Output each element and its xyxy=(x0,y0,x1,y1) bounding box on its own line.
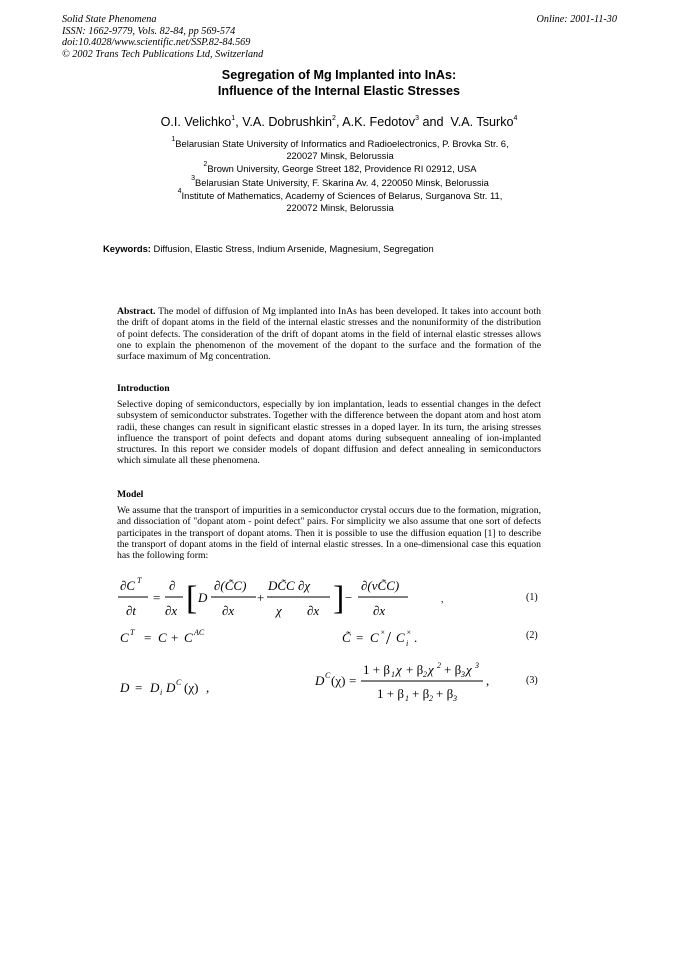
author-name: O.I. Velichko xyxy=(160,115,232,129)
journal-header xyxy=(62,14,616,60)
svg-text:+ β: + β xyxy=(406,662,424,677)
svg-text:=: = xyxy=(144,630,152,645)
affiliation-2 xyxy=(120,163,560,175)
svg-text:D: D xyxy=(198,590,208,605)
svg-text:2: 2 xyxy=(429,694,433,703)
svg-text:C: C xyxy=(176,678,182,687)
author-separator: , xyxy=(335,115,343,129)
svg-text:1: 1 xyxy=(405,694,409,703)
svg-text:−: − xyxy=(345,590,353,605)
keywords xyxy=(103,243,434,254)
svg-text:∂C: ∂C xyxy=(120,578,136,593)
svg-text:T: T xyxy=(130,628,135,637)
svg-text:,: , xyxy=(486,673,490,688)
svg-text:+: + xyxy=(257,590,265,605)
svg-text:=: = xyxy=(153,590,161,605)
svg-text:C: C xyxy=(370,630,379,645)
svg-text:+ β: + β xyxy=(412,686,430,701)
equation-number: (3) xyxy=(526,675,538,686)
affiliation-1 xyxy=(120,138,560,161)
issn-line: ISSN: 1662-9779, Vols. 82-84, pp 569-574 xyxy=(62,25,236,37)
affiliation-line: 220027 Minsk, Belorussia xyxy=(286,149,394,161)
author-sup: 4 xyxy=(513,115,518,122)
svg-text:D: D xyxy=(166,680,176,695)
svg-text:+: + xyxy=(171,630,179,645)
author-name: A.K. Fedotov xyxy=(342,115,416,129)
svg-text:1 + β: 1 + β xyxy=(377,686,404,701)
svg-text:C: C xyxy=(184,630,193,645)
svg-text:T: T xyxy=(137,576,142,585)
equation-2-left xyxy=(118,626,258,648)
svg-text:C: C xyxy=(396,630,405,645)
svg-text:i: i xyxy=(406,639,409,648)
author-sup: 1 xyxy=(231,115,236,122)
svg-text:×: × xyxy=(406,628,412,637)
svg-text:∂(C̃C): ∂(C̃C) xyxy=(214,578,247,593)
svg-text:(χ): (χ) xyxy=(184,680,199,695)
svg-text:+ β: + β xyxy=(444,662,462,677)
svg-text:D: D xyxy=(120,680,130,695)
affiliation-sup: 3 xyxy=(191,174,195,182)
affiliation-line: Institute of Mathematics, Academy of Sciences of Belarus, Surganova Str. 11, xyxy=(181,190,503,201)
svg-text:/: / xyxy=(386,628,392,648)
author-sup: 2 xyxy=(332,115,336,122)
author-separator: , xyxy=(235,115,243,129)
svg-text:χ: χ xyxy=(276,603,282,618)
model-heading: Model xyxy=(117,489,144,500)
equation-1 xyxy=(118,570,418,622)
svg-text:3: 3 xyxy=(475,661,479,670)
introduction-heading: Introduction xyxy=(117,383,170,394)
equation-number: (2) xyxy=(526,630,538,641)
svg-text:χ: χ xyxy=(466,662,472,677)
svg-text:∂x: ∂x xyxy=(307,603,320,618)
svg-text:=: = xyxy=(135,680,143,695)
svg-text:=: = xyxy=(356,630,364,645)
svg-text:,: , xyxy=(206,680,210,695)
svg-text:=: = xyxy=(349,673,357,688)
author-sup: 3 xyxy=(415,115,419,122)
title-line-1: Segregation of Mg Implanted into InAs: xyxy=(221,68,457,82)
equation-3-left xyxy=(118,676,278,698)
affiliation-4 xyxy=(120,190,560,213)
svg-text:1 + β: 1 + β xyxy=(363,662,390,677)
svg-text:i: i xyxy=(160,688,163,697)
svg-text:3: 3 xyxy=(453,694,457,703)
title-line-2: Influence of the Internal Elastic Stresses xyxy=(217,84,461,98)
svg-text:D: D xyxy=(150,680,160,695)
svg-text:∂: ∂ xyxy=(169,578,176,593)
svg-text:AC: AC xyxy=(194,628,205,637)
svg-text:∂(vC̃C): ∂(vC̃C) xyxy=(361,578,400,593)
equation-3-right xyxy=(313,658,513,704)
svg-text:2: 2 xyxy=(423,670,427,679)
svg-text:∂t: ∂t xyxy=(126,603,137,618)
paper-page: Solid State Phenomena ISSN: 1662-9779, Vols. 82-84, pp 569-574 doi:10.4028/www.scientific.net/SSP.82-84.569 © 2002 Trans Tech Publications Ltd, Switzerland Online: 2001-11-30 Segregation of Mg Implanted into InAs: Influence of the Internal Elastic Stresses O.I. Velichko$^1$, V.A. Dobrushkin$^2$, A.K. Fedotov$^3$ and V.A. Tsurko$^4$ $^1$Belarusian State University of Informatics and Radioelectronics, P. Brovka Str. 6, 220027 Minsk, Belorussia $^2$Brown University, George Street 182, Providence RI 02912, USA $^3$Belarusian State University, F. Skarina Av. 4, 220050 Minsk, Belorussia $^4$Institute of Mathematics, Academy of Sciences of Belarus, Surganova Str. 11, 220072 Minsk, Belorussia Keywords: Diffusion, Elastic Stress, Indium Arsenide, Magnesium, Segregation Abstract. The model of diffusion of Mg implanted into InAs has been developed. It takes into account both the drift of dopant atoms in the field of the internal elastic stresses and the nonuniformity of the distribution of point defects. The consideration of the drift of dopant atoms in the field of internal elastic stresses allows one to explain the phenomenon of the movement of the dopant to the surface and the formation of the surface maximum of Mg concentration. Introduction Selective doping of semiconductors, especially by ion implantation, leads to essential changes in the defect subsystem of semiconductor substrates. Together with the difference between the dopant atom and host atom radii, these changes can result in significant elastic stresses in a doped layer. In its turn, the arising stresses influence the transport of point defects and dopant atoms during subsequent annealing of ion-implanted structures. In this report we consider models of dopant diffusion and defect annealing in semiconductors which simulate all these phenomena. Model We assume that the transport of impurities in a semiconductor crystal occurs due to the formation, migration, and dissociation of "dopant atom - point defect" pairs. For simplicity we also assume that one sort of defects participates in the transport of dopant atoms. Then it is possible to use the diffusion equation [1] to describe the transport of dopant atoms in the field of internal elastic stresses. In a one-dimensional case this equation has the following form: ∂C T ∂t = ∂ ∂x [ D ∂(C̃C) ∂x + DC̃C ∂χ χ ∂x ] − ∂(vC̃C) ∂x , (1) C T = C + C AC C̃ = C × / C × i . (2) D = D i D C (χ) , D C (χ) = 1 + β 1 χ + β 2 χ 2 + β 3 χ 3 1 + β 1 + β 2 + β 3 , (3) xyxy=(0,0,678,959)
online-date: Online: 2001-11-30 xyxy=(536,14,617,25)
svg-text:3: 3 xyxy=(461,670,465,679)
svg-text:[: [ xyxy=(186,580,198,617)
equation-2-right xyxy=(340,626,460,648)
svg-text:]: ] xyxy=(333,580,345,617)
affiliation-line: Brown University, George Street 182, Providence RI 02912, USA xyxy=(207,163,477,174)
svg-text:.: . xyxy=(414,630,418,645)
keywords-list: Diffusion, Elastic Stress, Indium Arsenide, Magnesium, Segregation xyxy=(153,243,434,254)
svg-text:∂x: ∂x xyxy=(165,603,178,618)
svg-text:χ: χ xyxy=(428,662,434,677)
svg-text:C: C xyxy=(158,630,167,645)
paper-title xyxy=(0,67,678,99)
abstract-text: The model of diffusion of Mg implanted into InAs has been developed. It takes into account both the drift of dopant atoms in the field of the internal elastic stresses and the nonuniformity of the distribution of point defects. The consideration of the drift of dopant atoms in the field of internal elastic stresses allows one to explain the phenomenon of the movement of the dopant to the surface and the formation of the surface maximum of Mg concentration. xyxy=(117,306,542,363)
introduction-text: Selective doping of semiconductors, especially by ion implantation, leads to essential changes in the defect subsystem of semiconductor substrates. Together with the difference between the dopant atom and host atom radii, these changes can result in significant elastic stresses in a doped layer. In its turn, the arising stresses influence the transport of point defects and dopant atoms during subsequent annealing of ion-implanted structures. In this report we consider models of dopant diffusion and defect annealing in semiconductors which simulate all these phenomena. xyxy=(117,399,541,467)
svg-text:χ: χ xyxy=(396,662,402,677)
svg-text:2: 2 xyxy=(437,661,441,670)
abstract-label: Abstract. xyxy=(117,306,156,317)
doi-link[interactable]: doi:10.4028/www.scientific.net/SSP.82-84.569 xyxy=(62,37,251,49)
svg-text:×: × xyxy=(380,628,386,637)
svg-text:D: D xyxy=(315,673,325,688)
journal-name: Solid State Phenomena xyxy=(62,14,157,25)
svg-text:DC̃C ∂χ: DC̃C ∂χ xyxy=(268,578,311,593)
affiliation-sup: 2 xyxy=(203,161,208,168)
svg-text:C: C xyxy=(120,630,129,645)
svg-text:∂x: ∂x xyxy=(373,603,386,618)
svg-text:(χ): (χ) xyxy=(331,673,346,688)
affiliation-3 xyxy=(120,174,560,189)
author-separator: and xyxy=(418,115,447,129)
equation-number: (1) xyxy=(526,592,538,603)
copyright-line: © 2002 Trans Tech Publications Ltd, Switzerland xyxy=(62,48,264,60)
keywords-label: Keywords: xyxy=(103,243,151,254)
affiliation-sup: 4 xyxy=(177,188,182,195)
affiliations xyxy=(120,138,560,215)
svg-text:+ β: + β xyxy=(436,686,454,701)
svg-text:C̃: C̃ xyxy=(342,630,351,645)
svg-text:1: 1 xyxy=(391,670,395,679)
affiliation-line: Belarusian State University, F. Skarina Av. 4, 220050 Minsk, Belorussia xyxy=(195,176,489,188)
author-name: V.A. Tsurko xyxy=(450,115,514,129)
abstract xyxy=(117,306,541,362)
affiliation-sup: 1 xyxy=(171,136,176,143)
author-name: V.A. Dobrushkin xyxy=(242,115,333,129)
svg-text:∂x: ∂x xyxy=(222,603,235,618)
model-text: We assume that the transport of impurities in a semiconductor crystal occurs due to the formation, migration, and dissociation of "dopant atom - point defect" pairs. For simplicity we also assume that one sort of defects participates in the transport of dopant atoms. Then it is possible to use the diffusion equation [1] to describe the transport of dopant atoms in the field of internal elastic stresses. In a one-dimensional case this equation has the following form: xyxy=(117,505,541,562)
author-list xyxy=(0,115,678,129)
affiliation-line: 220072 Minsk, Belorussia xyxy=(286,201,394,213)
svg-text:C: C xyxy=(325,671,331,680)
affiliation-line: Belarusian State University of Informatics and Radioelectronics, P. Brovka Str. 6, xyxy=(175,138,509,149)
